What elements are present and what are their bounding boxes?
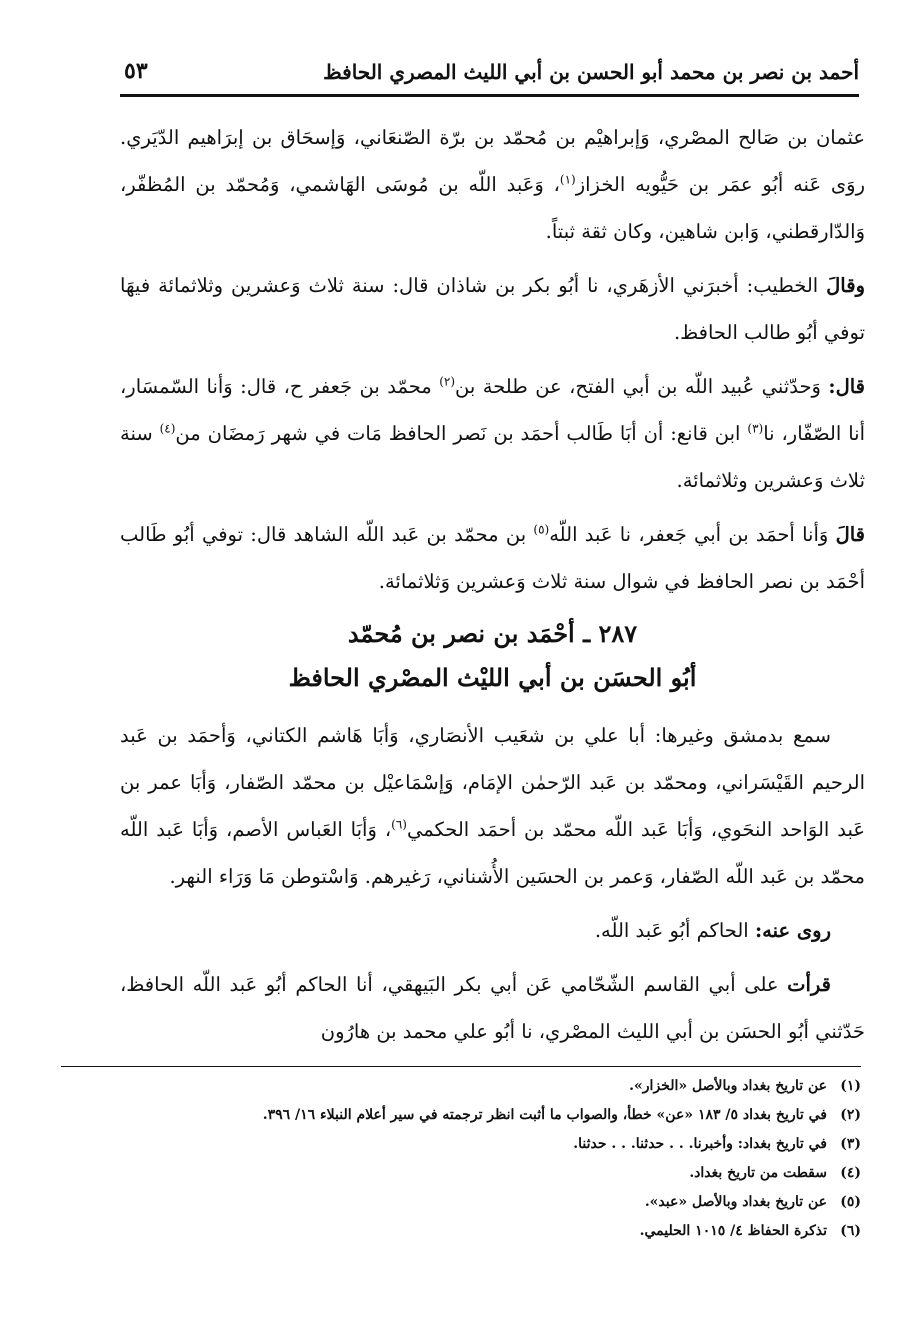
- footnote-6: [120, 1217, 861, 1246]
- footnote-5: [120, 1188, 861, 1217]
- footnote-text: في تاريخ بغداد ٥/ ١٨٣ «عن» خطأ، والصواب ما أثبت انظر ترجمته في سير أعلام النبلاء ١٦/ ٣٩٦.: [262, 1107, 827, 1123]
- paragraph-lead: قال:: [828, 375, 866, 398]
- running-header: [120, 58, 859, 97]
- footnote-text: في تاريخ بغداد: وأخبرنا. . . حدثنا. . . حدثنا.: [573, 1136, 827, 1152]
- paragraph-text: سنة ثلاث وَعشرين وثلاثمائة.: [120, 422, 865, 492]
- paragraph-1: [120, 114, 865, 255]
- footnote-ref: (٥): [533, 522, 550, 537]
- footnote-number: (٣): [840, 1136, 861, 1152]
- paragraph-text: وَأنا أحمَد بن أبي جَعفر، نا عَبد اللّه: [549, 523, 836, 546]
- footnote-text: سقطت من تاريخ بغداد.: [689, 1165, 827, 1181]
- paragraph-text: ، وَأبَا العَباس الأصم، وَأبَا عَبد اللّه محمّد بن عَبد اللّه الصّفار، وَعمر بن الحسَين الأُشناني، رَغيرهم. وَاسْتوطن مَا وَرَاء النهر.: [120, 818, 865, 888]
- paragraph-2: [120, 262, 865, 356]
- paragraph-text: محمّد بن جَعفر ح، قال: وَأنا السّمسَار، أنا الصّفّار، نا: [120, 375, 865, 445]
- footnote-ref: (٣): [747, 421, 764, 436]
- paragraph-text: وَحدّثني عُبيد اللّه بن أبي الفتح، عن طلحة بن: [455, 375, 829, 398]
- paragraph-lead: قرأت: [787, 973, 831, 996]
- entry-paragraph-2: [120, 907, 865, 954]
- footnote-1: [120, 1072, 861, 1101]
- footnote-text: عن تاريخ بغداد وبالأصل «عبد».: [644, 1194, 827, 1210]
- paragraph-text: ابن قانع: أن أبَا طَالب أحمَد بن نَصر الحافظ مَات في شهر رَمضَان من: [175, 422, 748, 445]
- entry-heading-line-1: ٢٨٧ ـ أحْمَد بن نصر بن مُحمّد: [347, 619, 638, 648]
- footnote-number: (٢): [840, 1107, 861, 1123]
- footnote-divider: [61, 1066, 861, 1067]
- running-title: أحمد بن نصر بن محمد أبو الحسن بن أبي الليث المصري الحافظ: [323, 60, 859, 84]
- footnote-3: [120, 1130, 861, 1159]
- footnote-ref: (٦): [391, 817, 407, 832]
- footnote-number: (٥): [840, 1194, 861, 1210]
- entry-heading-line-2: أبُو الحسَن بن أبي الليْث المصْري الحافظ: [288, 663, 697, 692]
- entry-heading: [120, 612, 865, 700]
- paragraph-lead: وقالَ: [826, 274, 865, 297]
- footnote-4: [120, 1159, 861, 1188]
- paragraph-text: ، وَعَبد اللّه بن مُوسَى الهَاشمي، وَمُحمّد بن المُظفّر، وَالدّارقطني، وَابن شاهين، وكان ثقة ثبتاً.: [120, 173, 865, 243]
- entry-paragraph-3: [120, 961, 865, 1055]
- footnote-2: [120, 1101, 861, 1130]
- paragraph-lead: قالَ: [835, 523, 865, 546]
- footnote-text: تذكرة الحفاظ ٤/ ١٠١٥ الحليمي.: [639, 1223, 827, 1239]
- footnote-number: (٦): [840, 1223, 861, 1239]
- paragraph-lead: روى عنه:: [754, 919, 831, 942]
- page-number: ٥٣: [124, 58, 148, 84]
- paragraph-text: على أبي القاسم الشّحّامي عَن أبي بكر البَيهقي، أنا الحاكم أبُو عَبد اللّه الحافظ، حَدّثني أبُو الحسَن بن أبي الليث المصْري، نا أبُو علي محمد بن هارُون: [120, 973, 865, 1043]
- paragraph-3: [120, 363, 865, 504]
- footnote-ref: (١): [559, 172, 576, 187]
- footnote-number: (١): [840, 1078, 861, 1094]
- paragraph-text: عثمان بن صَالح المصْري، وَإبراهيْم بن مُحمّد بن برّة الصّنعَاني، وَإسحَاق بن إبرَاهيم الدّيَري. روَى عَنه أبُو عمَر بن حَيُّويه الخزاز: [120, 126, 865, 196]
- paragraph-text: بن محمّد بن عَبد اللّه الشاهد قال: توفي أبُو طَالب أحْمَد بن نصر الحافظ في شوال سنة ثلاث وَعشرين وَثلاثمائة.: [120, 523, 865, 593]
- entry-paragraph-1: [120, 712, 865, 900]
- footnote-text: عن تاريخ بغداد وبالأصل «الخزار».: [629, 1078, 827, 1094]
- paragraph-text: الحاكم أبُو عَبد اللّه.: [594, 919, 755, 942]
- paragraph-text: سمع بدمشق وغيرها: أبا علي بن شعَيب الأنصَاري، وَأبَا هَاشم الكتاني، وَأحمَد بن عَبد الرحيم القَيْسَراني، ومحمّد بن عَبد الرّحمٰن الإمَام، وَإسْمَاعيْل بن محمّد الصّفار، وَأبَا عمر بن عَبد الوَاحد النحَوي، وَأبَا عَبد اللّه محمّد بن أحمَد الحكمي: [120, 724, 866, 841]
- footnote-ref: (٢): [439, 374, 456, 389]
- footnote-ref: (٤): [159, 421, 176, 436]
- paragraph-text: الخطيب: أخبرَني الأزهَري، نا أبُو بكر بن شاذان قال: سنة ثلاث وَعشرين وثلاثمائة فيهَا توفي أبُو طالب الحافظ.: [120, 274, 865, 344]
- paragraph-4: [120, 511, 865, 605]
- body-text: [120, 114, 865, 1062]
- footnote-number: (٤): [840, 1165, 861, 1181]
- footnotes: [120, 1072, 861, 1246]
